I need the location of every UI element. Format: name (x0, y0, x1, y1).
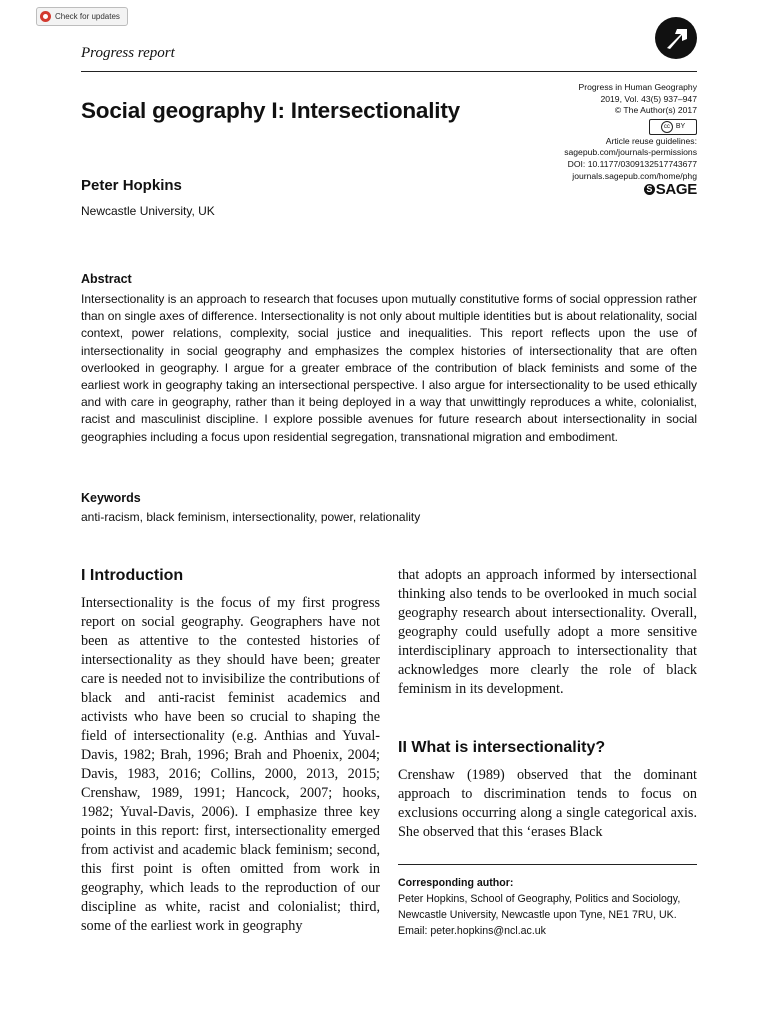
publisher-logo (437, 181, 697, 199)
footnote-divider (398, 864, 697, 865)
cc-icon: cc (661, 121, 673, 133)
copyright: © The Author(s) 2017 (614, 105, 697, 116)
crossmark-icon (40, 11, 51, 22)
check-for-updates-button[interactable] (36, 7, 128, 26)
corresponding-address: Peter Hopkins, School of Geography, Politics and Sociology, Newcastle University, Newcastle upon Tyne, NE1 7RU, UK. (398, 893, 681, 921)
doi[interactable]: DOI: 10.1177/0309132517743677 (567, 158, 697, 169)
keywords-list: anti-racism, black feminism, intersectionality, power, relationality (81, 510, 421, 524)
journal-name: Progress in Human Geography (578, 82, 697, 92)
header-divider (81, 71, 697, 72)
publisher-name: SAGE (655, 181, 697, 199)
journal-link[interactable]: journals.sagepub.com/home/phg (572, 170, 697, 181)
introduction-text: Intersectionality is the focus of my first progress report on social geography. Geographers have not been as attentive to the contested histories of intersectionality as they should have been; greater care is needed not to invisibilize the contributions of black and anti-racist feminist academics and activists who have been so crucial to shaping the field of intersectionality (e.g. Anthias and Yuval-Davis, 1982; Brah, 1996; Brah and Phoenix, 2004; Davis, 1983, 2016; Collins, 2000, 2013, 2015; Crenshaw, 1989, 1991; Hancock, 2007; hooks, 1982; Yuval-Davis, 2006). I emphasize three key points in this report: first, intersectionality emerged from activist and academic black feminism; second, this first point is often omitted from work in geography, which leads to the reproduction of our discipline as white, racist and colonialist; third, some of the earliest work in geography (81, 595, 380, 934)
cc-license-badge (649, 119, 697, 135)
article-title: Social geography I: Intersectionality (81, 98, 460, 123)
check-for-updates-label: Check for updates (55, 12, 120, 21)
corresponding-heading: Corresponding author: (398, 877, 514, 889)
section2-text: Crenshaw (1989) observed that the dominant approach to discrimination tends to focus on exclusions occurring along a single categorical axis. She observed that this ‘erases Black (398, 767, 697, 840)
section-label: Progress report (81, 45, 175, 61)
column2-text: that adopts an approach informed by intersectional thinking also tends to be overlooked in much social geography research about intersectionality. Overall, geography could usefully adopt a more sensitive interdisciplinary approach to intersectionality that acknowledges more clearly the role of black feminism in its development. (398, 567, 697, 697)
author-name: Peter Hopkins (81, 177, 182, 194)
license-label: BY (675, 122, 686, 130)
reuse-guidelines: Article reuse guidelines: (605, 135, 697, 146)
sage-icon: S (644, 184, 655, 195)
section-heading-introduction: I Introduction (81, 567, 184, 584)
author-affiliation: Newcastle University, UK (81, 204, 215, 218)
permissions-link[interactable]: sagepub.com/journals-permissions (564, 147, 697, 158)
abstract-text: Intersectionality is an approach to research that focuses upon mutually constitutive forms of social oppression rather than on single axes of difference. Intersectionality is not only about multiple identities but is about relationality, social context, power relations, complexity, social justice and inequalities. This report reflects upon the use of intersectionality in social geography and emphasizes the complex histories of intersectionality that are often overlooked in geography. I argue for a greater embrace of the contribution of black feminists and some of the earliest work in geography taking an intersectional perspective. I also argue for intersectionality to be used ethically and with care in geography, rather than it being deployed in a way that unwittingly reproduces a white, colonialist, racist and masculinist discipline. I explore possible avenues for future research about intersectionality in social geographies including a focus upon residential segregation, transnational migration and embodiment. (81, 292, 697, 444)
journal-meta (437, 82, 697, 199)
journal-volume: 2019, Vol. 43(5) 937–947 (600, 93, 697, 104)
corresponding-author (398, 875, 698, 939)
keywords-heading: Keywords (81, 491, 141, 505)
section-heading-what-is-intersectionality: II What is intersectionality? (398, 739, 606, 756)
corresponding-email[interactable]: Email: peter.hopkins@ncl.ac.uk (398, 925, 546, 937)
open-access-arrow-icon (655, 17, 697, 59)
abstract-heading: Abstract (81, 272, 132, 286)
